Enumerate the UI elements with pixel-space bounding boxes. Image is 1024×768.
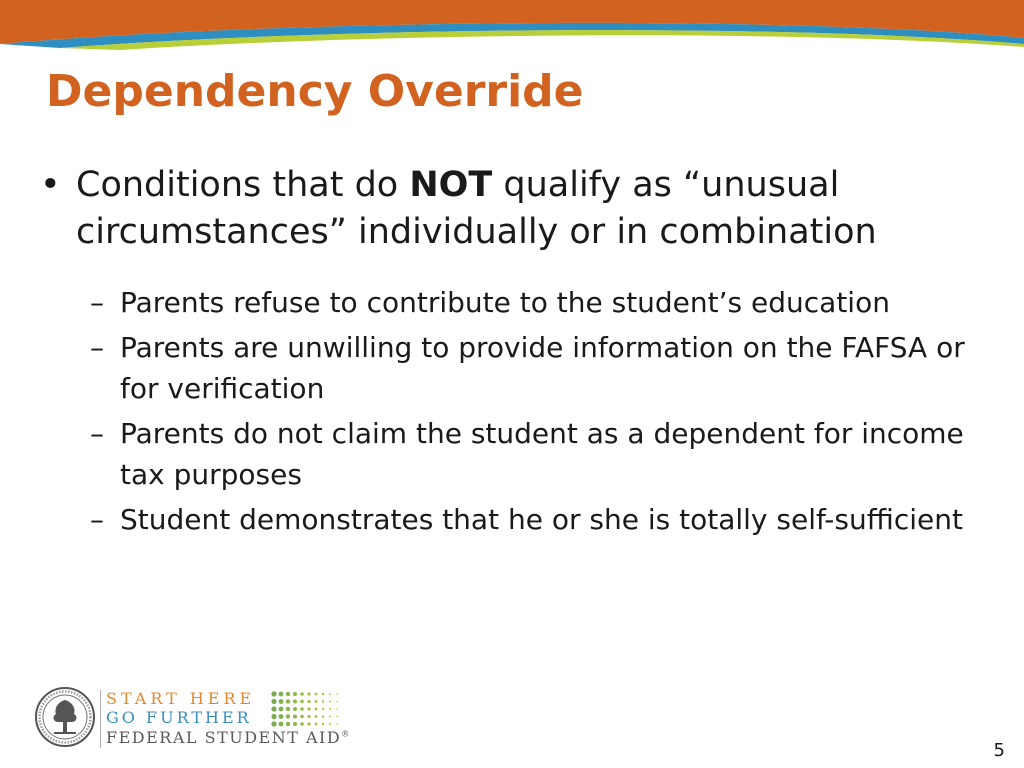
page-number: 5 xyxy=(993,740,1005,761)
logo-dot xyxy=(286,722,290,726)
logo-dot xyxy=(329,723,331,725)
logo-dot xyxy=(322,708,324,710)
logo-dot xyxy=(322,693,324,695)
logo-dot xyxy=(271,706,276,711)
logo-dot xyxy=(271,721,276,726)
logo-dot-pattern xyxy=(270,690,340,730)
sub-bullet-marker: – xyxy=(90,286,104,319)
logo-dot xyxy=(336,693,338,695)
top-banner-decoration xyxy=(0,0,1024,60)
logo-dot xyxy=(286,699,290,703)
logo-dot xyxy=(315,693,318,696)
sub-bullet-text: Parents refuse to contribute to the student’s education xyxy=(120,286,890,319)
logo-dot xyxy=(293,722,297,726)
logo-dot xyxy=(315,723,318,726)
logo-dot xyxy=(300,707,304,711)
sub-bullet-item xyxy=(90,282,990,323)
logo-dot xyxy=(271,699,276,704)
federal-student-aid-logo xyxy=(34,686,354,754)
logo-dot xyxy=(293,692,297,696)
logo-dot xyxy=(293,707,297,711)
registered-mark: ® xyxy=(341,729,350,739)
logo-federal-student-aid-text: FEDERAL STUDENT AID xyxy=(106,728,342,747)
logo-dot xyxy=(300,722,304,726)
sub-bullet-text: Parents do not claim the student as a dependent for income tax purposes xyxy=(120,417,964,491)
logo-dot xyxy=(279,714,284,719)
logo-dot xyxy=(322,715,324,717)
logo-dot xyxy=(329,693,331,695)
logo-dot xyxy=(322,700,324,702)
logo-dot xyxy=(300,715,304,719)
main-bullet xyxy=(40,162,1000,256)
logo-dot xyxy=(315,715,318,718)
sub-bullet-text: Student demonstrates that he or she is totally self-sufficient xyxy=(120,503,963,536)
logo-dot xyxy=(307,692,310,695)
main-bullet-text-after: qualify as “unusual circumstances” individually or in combination xyxy=(76,165,877,252)
logo-dot xyxy=(279,692,284,697)
logo-go-further: GO FURTHER xyxy=(106,708,252,727)
logo-dot xyxy=(286,714,290,718)
bullet-marker: • xyxy=(40,165,61,205)
logo-dot xyxy=(307,715,310,718)
logo-dot xyxy=(300,692,304,696)
logo-dot xyxy=(336,701,338,703)
logo-dot xyxy=(329,716,331,718)
main-bullet-text-before: Conditions that do xyxy=(76,165,410,205)
logo-dot xyxy=(279,699,284,704)
sub-bullet-marker: – xyxy=(90,331,104,364)
logo-dot xyxy=(271,691,276,696)
logo-dot xyxy=(279,707,284,712)
logo-dot xyxy=(279,722,284,727)
logo-dot xyxy=(315,708,318,711)
logo-dot xyxy=(329,708,331,710)
logo-dot xyxy=(329,701,331,703)
sub-bullet-item xyxy=(90,413,990,495)
logo-dot xyxy=(307,707,310,710)
logo-dot xyxy=(307,700,310,703)
sub-bullet-list xyxy=(90,282,990,544)
logo-dot xyxy=(336,723,338,725)
sub-bullet-marker: – xyxy=(90,503,104,536)
main-bullet-text xyxy=(76,162,1000,256)
logo-dot xyxy=(271,714,276,719)
slide-title: Dependency Override xyxy=(46,66,584,117)
sub-bullet-item xyxy=(90,327,990,409)
logo-dot xyxy=(300,700,304,704)
sub-bullet-item xyxy=(90,499,990,540)
main-bullet-emphasis: NOT xyxy=(409,165,493,205)
logo-divider xyxy=(100,690,101,748)
sub-bullet-marker: – xyxy=(90,417,104,450)
logo-start-here: START HERE xyxy=(106,689,256,708)
logo-dot xyxy=(336,716,338,718)
logo-dot xyxy=(307,722,310,725)
logo-dot xyxy=(336,708,338,710)
logo-dot xyxy=(293,700,297,704)
logo-dot xyxy=(286,707,290,711)
sub-bullet-text: Parents are unwilling to provide information on the FAFSA or for verification xyxy=(120,331,965,405)
logo-federal-student-aid xyxy=(106,728,349,747)
logo-dot xyxy=(315,700,318,703)
logo-dot xyxy=(293,715,297,719)
logo-dot xyxy=(286,692,290,696)
logo-dot xyxy=(322,723,324,725)
department-of-education-seal-icon xyxy=(34,686,96,748)
